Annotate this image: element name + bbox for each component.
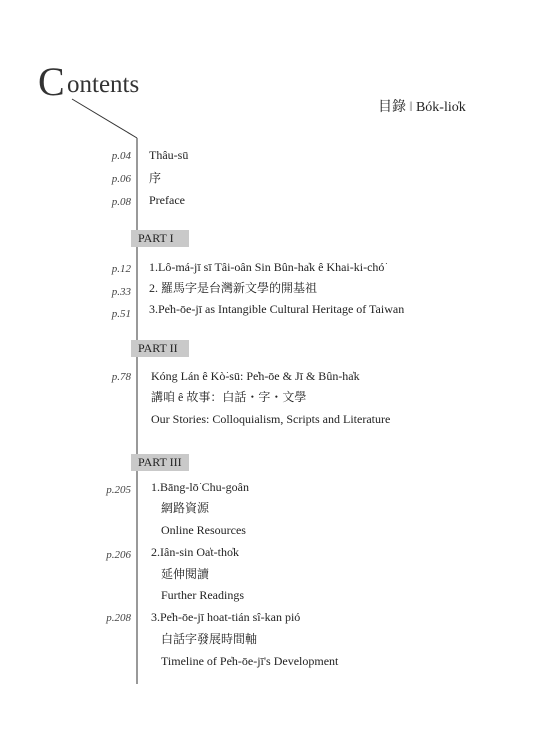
toc-entry-preface: Preface xyxy=(149,193,185,207)
toc-entry: Timeline of Pe̍h-ōe-jī's Development xyxy=(161,654,339,668)
toc-entry: Our Stories: Colloquialism, Scripts and Literature xyxy=(151,412,391,426)
toc-entry: Kóng Lán ê Kò͘-sū: Pe̍h-ōe & Jī & Bûn-ha̍k xyxy=(151,369,360,383)
subtitle-chinese: 目錄 xyxy=(378,100,406,115)
toc-entry: 網路資源 xyxy=(161,501,210,515)
toc-entry-intro: Thâu-sū xyxy=(149,148,189,162)
page-number: p.206 xyxy=(106,549,131,561)
page-number: p.208 xyxy=(106,612,131,624)
page-number: p.12 xyxy=(111,263,131,275)
page-number: p.06 xyxy=(111,173,131,185)
toc-entry: 白話字發展時間軸 xyxy=(161,632,258,646)
toc-entry: 延伸閱讀 xyxy=(161,567,210,581)
toc-entry: Further Readings xyxy=(161,588,244,602)
toc-entry: 3.Pe̍h-ōe-jī hoat-tián sî-kan pió xyxy=(151,610,301,624)
page-number: p.33 xyxy=(111,286,131,298)
page-number: p.04 xyxy=(111,150,131,162)
page-number: p.51 xyxy=(111,308,131,320)
page-number: p.205 xyxy=(106,484,131,496)
toc-entry: 1.Bāng-lō͘ Chu-goân xyxy=(151,480,249,494)
subtitle-romanized: Bók-lio̍k xyxy=(415,100,466,115)
toc-entry: 2. 羅馬字是台灣新文學的開基祖 xyxy=(149,281,318,295)
page-number: p.78 xyxy=(111,371,131,383)
title-rest: ontents xyxy=(67,71,140,98)
toc-entry-preface-chinese: 序 xyxy=(149,171,162,185)
subtitle-separator: ‖ xyxy=(409,100,413,115)
subtitle xyxy=(378,99,466,117)
page-number: p.08 xyxy=(111,196,131,208)
title-initial: C xyxy=(38,59,65,104)
toc-entry: Online Resources xyxy=(161,523,246,537)
part-heading-1: PART I xyxy=(131,230,189,247)
toc-entry: 3.Pe̍h-ōe-jī as Intangible Cultural Heritage of Taiwan xyxy=(149,302,405,316)
part-heading-3: PART III xyxy=(131,454,189,471)
toc-entry: 2.Iân-sin Oa̍t-tho̍k xyxy=(151,545,239,559)
toc-entry: 講咱 ê 故事：白話・字・文學 xyxy=(151,390,307,404)
toc-entry: 1.Lô-má-jī sī Tâi-oân Sin Bûn-ha̍k ê Khai-ki-chó͘ xyxy=(149,260,385,274)
part-heading-2: PART II xyxy=(131,340,189,357)
